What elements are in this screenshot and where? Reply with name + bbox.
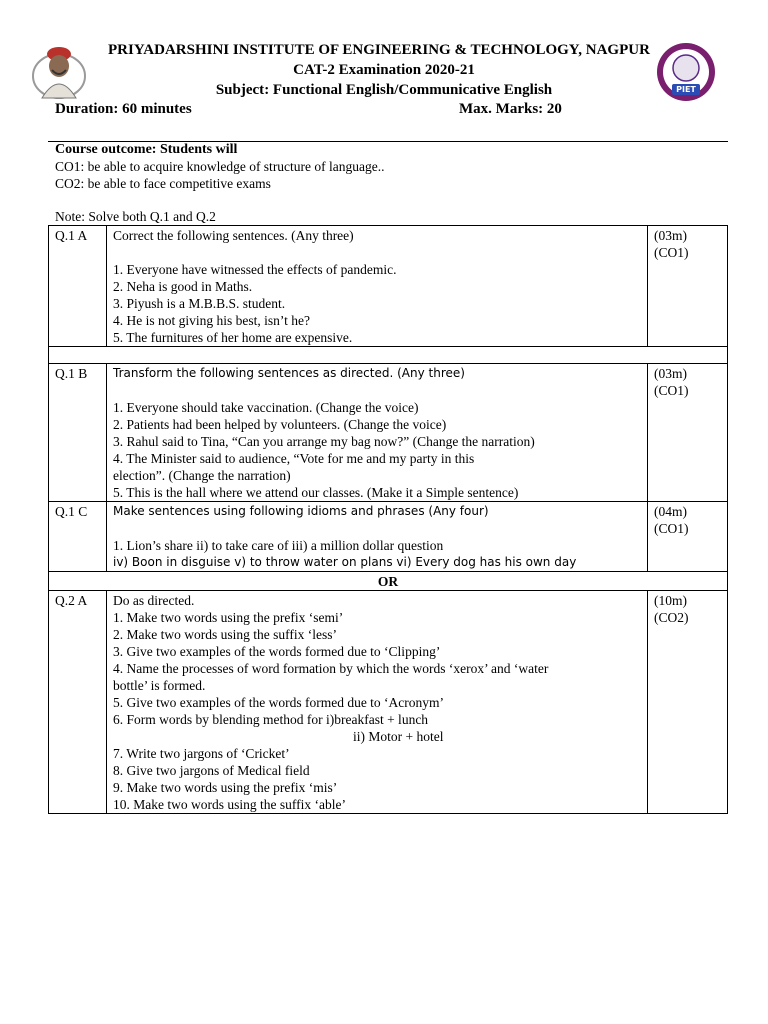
question-table (48, 225, 728, 814)
subject-value: : Functional English/Communicative English (264, 82, 553, 98)
q1a-row (49, 226, 728, 347)
q2a-item: 8. Give two jargons of Medical field (113, 763, 310, 778)
q2a-item: 2. Make two words using the suffix ‘less’ (113, 627, 337, 642)
q1b-co: (CO1) (654, 383, 689, 398)
q1a-marks-cell (648, 226, 728, 347)
q1b-item: 4. The Minister said to audience, “Vote for me and my party in this (113, 451, 475, 466)
q1b-prompt: Transform the following sentences as directed. (Any three) (113, 366, 465, 380)
q1b-item: election”. (Change the narration) (113, 468, 291, 483)
q2a-marks-cell (648, 591, 728, 814)
subject-line (0, 81, 768, 100)
q1b-marks: (03m) (654, 366, 687, 381)
q1b-row (49, 364, 728, 502)
q1a-content (107, 226, 648, 347)
q1a-item: 4. He is not giving his best, isn’t he? (113, 313, 310, 328)
q2a-item: 9. Make two words using the prefix ‘mis’ (113, 780, 338, 795)
q1b-item: 3. Rahul said to Tina, “Can you arrange my bag now?” (Change the narration) (113, 434, 535, 449)
q2a-item: ii) Motor + hotel (353, 729, 444, 744)
q1c-marks: (04m) (654, 504, 687, 519)
q1a-item: 1. Everyone have witnessed the effects of pandemic. (113, 262, 397, 277)
q2a-prompt: Do as directed. (113, 593, 195, 608)
co1-text: CO1: be able to acquire knowledge of structure of language.. (55, 159, 385, 174)
subject-label: Subject (215, 82, 265, 98)
or-label: OR (49, 572, 728, 591)
note-text: Note: Solve both Q.1 and Q.2 (55, 209, 216, 224)
q1c-id: Q.1 C (49, 502, 107, 572)
q2a-item: 7. Write two jargons of ‘Cricket’ (113, 746, 290, 761)
q1b-marks-cell (648, 364, 728, 502)
q1b-item: 1. Everyone should take vaccination. (Change the voice) (113, 400, 419, 415)
q1b-item: 2. Patients had been helped by volunteers. (Change the voice) (113, 417, 447, 432)
q1b-content (107, 364, 648, 502)
q1c-co: (CO1) (654, 521, 689, 536)
q2a-item: 3. Give two examples of the words formed due to ‘Clipping’ (113, 644, 441, 659)
q1a-id: Q.1 A (49, 226, 107, 347)
q2a-row (49, 591, 728, 814)
q2a-item: 6. Form words by blending method for i)breakfast + lunch (113, 712, 429, 727)
q1a-item: 2. Neha is good in Maths. (113, 279, 253, 294)
institute-name: PRIYADARSHINI INSTITUTE OF ENGINEERING & TECHNOLOGY, NAGPUR (108, 42, 650, 58)
q2a-marks: (10m) (654, 593, 687, 608)
q1c-row (49, 502, 728, 572)
q2a-item: bottle’ is formed. (113, 678, 206, 693)
q2a-item: 4. Name the processes of word formation by which the words ‘xerox’ and ‘water (113, 661, 549, 676)
max-marks: Max. Marks: 20 (459, 101, 562, 117)
q1a-item: 3. Piyush is a M.B.B.S. student. (113, 296, 286, 311)
q1a-co: (CO1) (654, 245, 689, 260)
outcomes-heading: Course outcome: Students will (55, 142, 238, 157)
q2a-item: 1. Make two words using the prefix ‘semi’ (113, 610, 344, 625)
logo-text: PIET (676, 85, 696, 94)
q1a-prompt: Correct the following sentences. (Any three) (113, 228, 354, 243)
q2a-content (107, 591, 648, 814)
exam-title: CAT-2 Examination 2020-21 (293, 62, 475, 78)
q2a-item: 10. Make two words using the suffix ‘able’ (113, 797, 346, 812)
q1c-marks-cell (648, 502, 728, 572)
q1c-line: iv) Boon in disguise v) to throw water on plans vi) Every dog has his own day (113, 555, 577, 569)
q1c-content (107, 502, 648, 572)
q1c-line: 1. Lion’s share ii) to take care of iii) a million dollar question (113, 538, 444, 553)
q1a-item: 5. The furnitures of her home are expensive. (113, 330, 353, 345)
q1c-prompt: Make sentences using following idioms and phrases (Any four) (113, 504, 489, 518)
q2a-item: 5. Give two examples of the words formed due to ‘Acronym’ (113, 695, 445, 710)
q1b-item: 5. This is the hall where we attend our classes. (Make it a Simple sentence) (113, 485, 519, 500)
spacer-row (49, 347, 728, 364)
co2-text: CO2: be able to face competitive exams (55, 176, 271, 191)
q1a-marks: (03m) (654, 228, 687, 243)
or-row (49, 572, 728, 591)
q2a-co: (CO2) (654, 610, 689, 625)
q1b-id: Q.1 B (49, 364, 107, 502)
duration: Duration: 60 minutes (55, 101, 192, 117)
q2a-id: Q.2 A (49, 591, 107, 814)
